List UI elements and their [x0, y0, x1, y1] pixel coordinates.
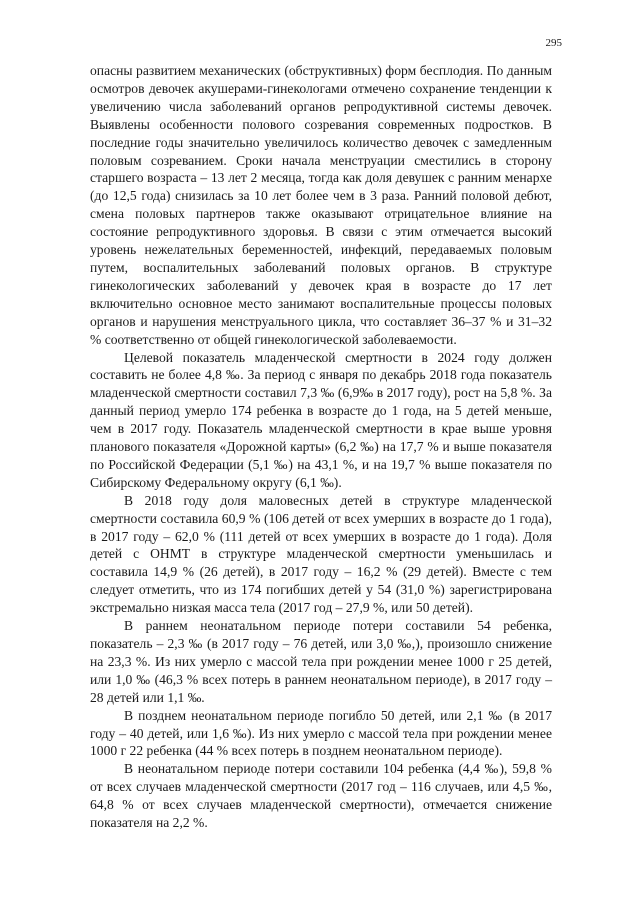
paragraph-1: опасны развитием механических (обструктивных) форм бесплодия. По данным осмотров девочек акушерами-гинекологами отмечено сохранение тенденции к увеличению числа заболеваний органов репродуктивной системы девочек. Выявлены особенности полового созревания современных подростков. В последние годы значительно увеличилось количество девочек с замедленным половым созреванием. Сроки начала менструации сместились в сторону старшего возраста – 13 лет 2 месяца, тогда как доля девушек с ранним менархе (до 12,5 года) снизилась за 10 лет более чем в 3 раза. Ранний половой дебют, смена половых партнеров также оказывают отрицательное влияние на состояние репродуктивного здоровья. В связи с этим отмечается высокий уровень нежелательных беременностей, инфекций, передаваемых половым путем, воспалительных заболеваний половых органов. В структуре гинекологических заболеваний у девочек края в возрасте до 17 лет включительно основное место занимают воспалительные процессы половых органов и нарушения менструального цикла, что составляет 36–37 % и 31–32 % соответственно от общей гинекологической заболеваемости. [90, 63, 552, 347]
page-number: 295 [545, 37, 562, 49]
paragraph-2: Целевой показатель младенческой смертности в 2024 году должен составить не более 4,8 ‰. За период с января по декабрь 2018 года показатель младенческой смертности составил 7,3 ‰ (6,9‰ в 2017 году), рост на 5,8 %. За данный период умерло 174 ребенка в возрасте до 1 года, на 5 детей меньше, чем в 2017 году. Показатель младенческой смертности в крае выше уровня планового показателя «Дорожной карты» (6,2 ‰) на 17,7 % и выше показателя по Российской Федерации (5,1 ‰) на 43,1 %, и на 19,7 % выше показателя по Сибирскому Федеральному округу (6,1 ‰). [90, 349, 552, 490]
paragraph-5: В позднем неонатальном периоде погибло 50 детей, или 2,1 ‰ (в 2017 году – 40 детей, или 1,6 ‰). Из них умерло с массой тела при рождении менее 1000 г 22 ребенка (44 % всех потерь в позднем неонатальном периоде). [90, 707, 552, 759]
paragraph-3: В 2018 году доля маловесных детей в структуре младенческой смертности составила 60,9 % (106 детей от всех умерших в возрасте до 1 года), в 2017 году – 62,0 % (111 детей от всех умерших в возрасте до 1 года). Доля детей с ОНМТ в структуре младенческой смертности уменьшилась и составила 14,9 % (26 детей), в 2017 году – 16,2 % (29 детей). Вместе с тем следует отметить, что из 174 погибших детей у 54 (31,0 %) зарегистрирована экстремально низкая масса тела (2017 год – 27,9 %, или 50 детей). [90, 492, 552, 616]
paragraph-4: В раннем неонатальном периоде потери составили 54 ребенка, показатель – 2,3 ‰ (в 2017 году – 76 детей, или 3,0 ‰,), произошло снижение на 23,3 %. Из них умерло с массой тела при рождении менее 1000 г 25 детей, или 1,0 ‰ (46,3 % всех потерь в раннем неонатальном периоде), в 2017 году – 28 детей или 1,1 ‰. [90, 618, 552, 705]
paragraph-6: В неонатальном периоде потери составили 104 ребенка (4,4 ‰), 59,8 % от всех случаев младенческой смертности (2017 год – 116 случаев, или 4,5 ‰, 64,8 % от всех случаев младенческой смертности), отмечается снижение показателя на 2,2 %. [90, 761, 552, 831]
body-text [90, 62, 552, 832]
